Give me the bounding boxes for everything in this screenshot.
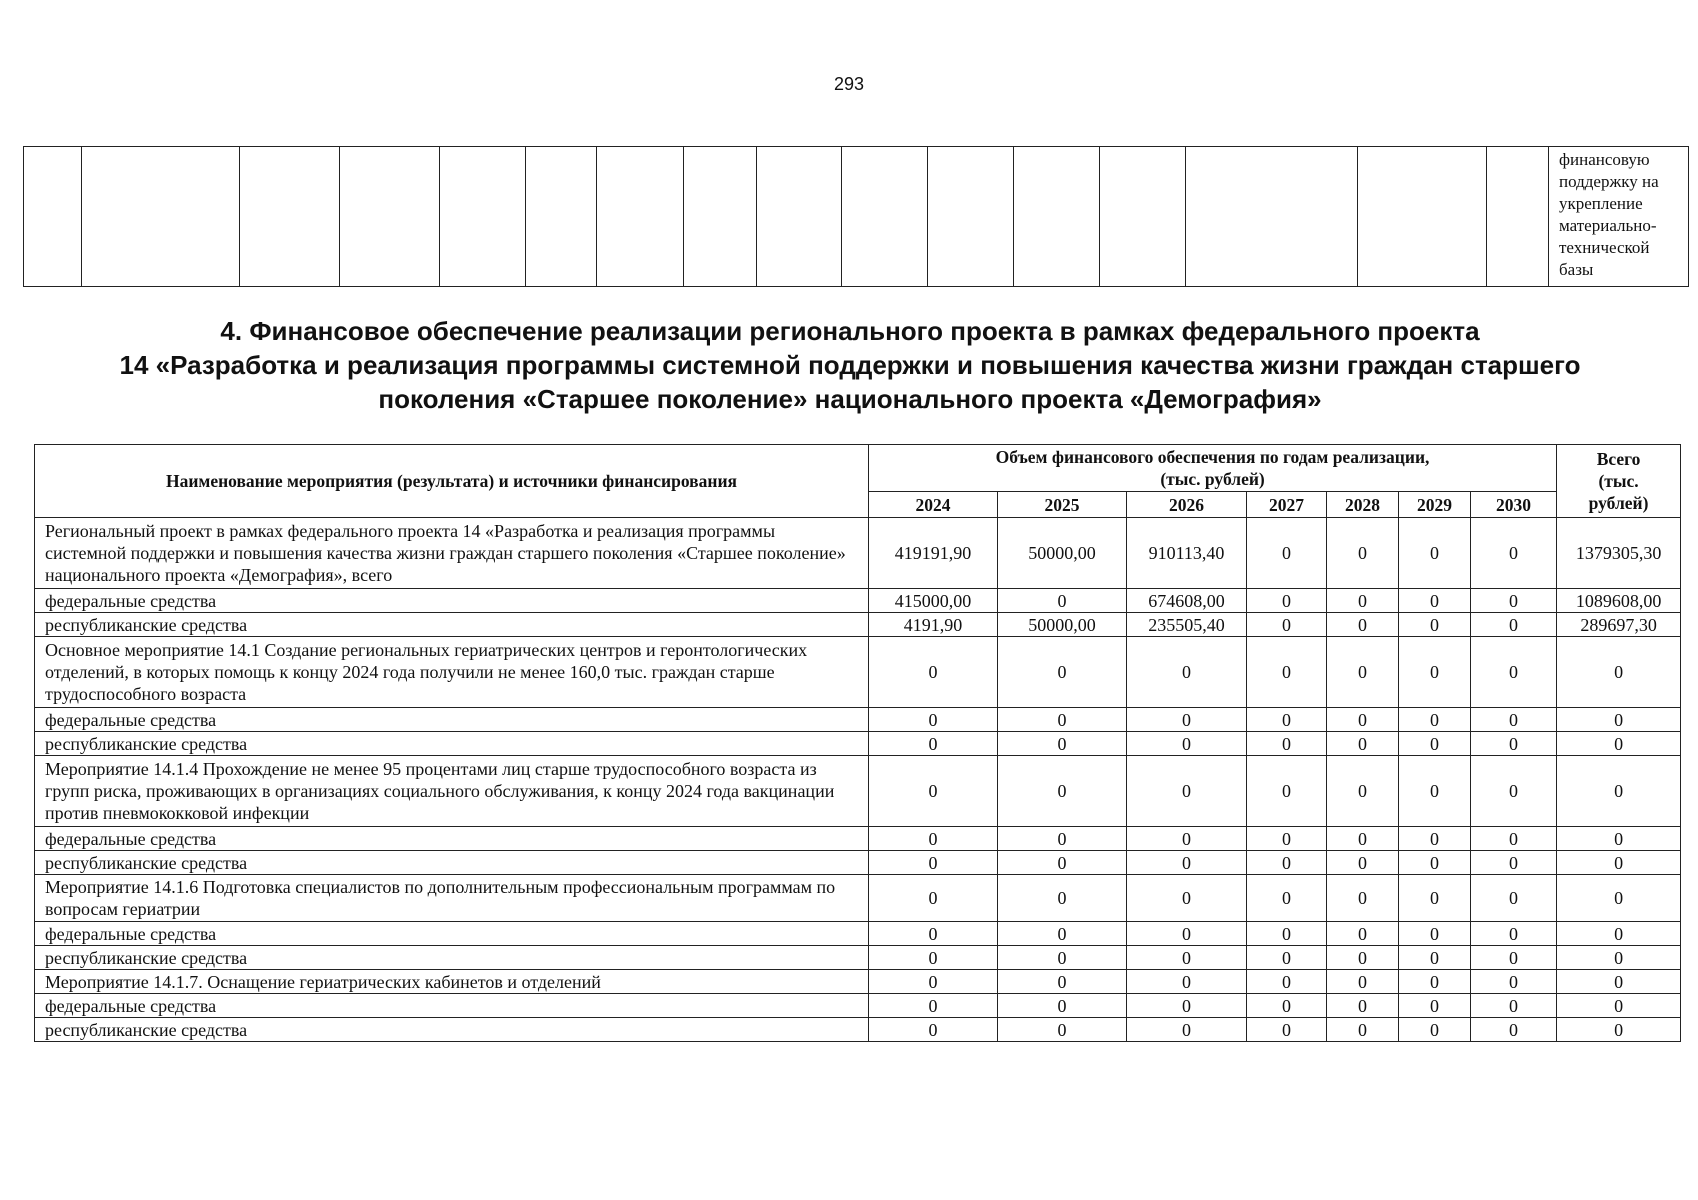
- value-cell: 0: [998, 637, 1127, 708]
- value-cell: 0: [1127, 756, 1247, 827]
- value-cell: 0: [998, 875, 1127, 922]
- value-cell: 0: [998, 1018, 1127, 1042]
- cell-line: технической: [1559, 238, 1650, 257]
- cell-line: укрепление: [1559, 194, 1643, 213]
- continuation-cell: [82, 147, 240, 287]
- continuation-cell: [440, 147, 526, 287]
- value-cell: 0: [1327, 732, 1399, 756]
- continuation-table: [23, 146, 1689, 287]
- continuation-cell: [1358, 147, 1487, 287]
- value-cell: 4191,90: [869, 613, 998, 637]
- value-cell: 0: [998, 732, 1127, 756]
- row-name: республиканские средства: [35, 1018, 869, 1042]
- continuation-cell: [24, 147, 82, 287]
- value-cell: 50000,00: [998, 518, 1127, 589]
- total-cell: 1089608,00: [1557, 589, 1681, 613]
- cell-line: поддержку на: [1559, 172, 1659, 191]
- value-cell: 0: [1471, 613, 1557, 637]
- year-header: 2029: [1399, 492, 1471, 518]
- table-row: [35, 589, 1681, 613]
- section-heading: [40, 314, 1660, 416]
- row-name: республиканские средства: [35, 946, 869, 970]
- value-cell: 0: [998, 708, 1127, 732]
- value-cell: 0: [1127, 970, 1247, 994]
- value-cell: 0: [1471, 970, 1557, 994]
- value-cell: 0: [869, 637, 998, 708]
- total-cell: 0: [1557, 732, 1681, 756]
- row-name: федеральные средства: [35, 589, 869, 613]
- value-cell: 0: [1127, 708, 1247, 732]
- table-row: [35, 637, 1681, 708]
- value-cell: 0: [998, 756, 1127, 827]
- value-cell: 0: [1127, 994, 1247, 1018]
- value-cell: 0: [1327, 518, 1399, 589]
- year-header: 2030: [1471, 492, 1557, 518]
- value-cell: 0: [1127, 922, 1247, 946]
- value-cell: 0: [1399, 613, 1471, 637]
- table-row: [35, 946, 1681, 970]
- value-cell: 0: [1327, 970, 1399, 994]
- table-row: [35, 922, 1681, 946]
- value-cell: 0: [1327, 708, 1399, 732]
- value-cell: 0: [1399, 875, 1471, 922]
- value-cell: 0: [1247, 875, 1327, 922]
- value-cell: 0: [1327, 851, 1399, 875]
- row-name: Мероприятие 14.1.4 Прохождение не менее 95 процентами лиц старше трудоспособного возраста из групп риска, проживающих в организациях социального обслуживания, к концу 2024 года вакцинации против пневмококковой инфекции: [35, 756, 869, 827]
- continuation-cell: [340, 147, 440, 287]
- value-cell: 0: [1399, 851, 1471, 875]
- continuation-cell: [1100, 147, 1186, 287]
- value-cell: 0: [1471, 708, 1557, 732]
- value-cell: 0: [1327, 613, 1399, 637]
- value-cell: 0: [1471, 827, 1557, 851]
- value-cell: 0: [998, 827, 1127, 851]
- value-cell: 0: [1247, 970, 1327, 994]
- table-row: [35, 827, 1681, 851]
- total-cell: 289697,30: [1557, 613, 1681, 637]
- value-cell: 0: [998, 970, 1127, 994]
- value-cell: 0: [1327, 756, 1399, 827]
- value-cell: 235505,40: [1127, 613, 1247, 637]
- total-cell: 0: [1557, 922, 1681, 946]
- heading-line: поколения «Старшее поколение» национального проекта «Демография»: [378, 384, 1322, 414]
- heading-line: 14 «Разработка и реализация программы системной поддержки и повышения качества жизни граждан старшего: [119, 350, 1581, 380]
- table-row: [35, 613, 1681, 637]
- total-cell: 0: [1557, 827, 1681, 851]
- value-cell: 0: [1471, 637, 1557, 708]
- continuation-cell: [1487, 147, 1549, 287]
- table-row: [35, 708, 1681, 732]
- value-cell: 0: [869, 732, 998, 756]
- value-cell: 0: [1247, 518, 1327, 589]
- value-cell: 0: [1471, 589, 1557, 613]
- year-header: 2028: [1327, 492, 1399, 518]
- continuation-row: [24, 147, 1689, 287]
- value-cell: 0: [1399, 922, 1471, 946]
- row-name: республиканские средства: [35, 613, 869, 637]
- value-cell: 0: [1327, 994, 1399, 1018]
- table-row: [35, 518, 1681, 589]
- cell-line: финансовую: [1559, 150, 1650, 169]
- continuation-cell: [757, 147, 842, 287]
- value-cell: 0: [1471, 875, 1557, 922]
- total-cell: 0: [1557, 946, 1681, 970]
- row-name: федеральные средства: [35, 994, 869, 1018]
- value-cell: 0: [1247, 589, 1327, 613]
- table-row: [35, 1018, 1681, 1042]
- year-header: 2026: [1127, 492, 1247, 518]
- header-line: (тыс.: [1598, 471, 1639, 491]
- row-name: Региональный проект в рамках федерального проекта 14 «Разработка и реализация программы системной поддержки и повышения качества жизни граждан старшего поколения «Старшее поколение» национального проекта «Демография», всего: [35, 518, 869, 589]
- value-cell: 0: [998, 994, 1127, 1018]
- value-cell: 0: [998, 851, 1127, 875]
- total-cell: 0: [1557, 970, 1681, 994]
- year-header: 2027: [1247, 492, 1327, 518]
- value-cell: 0: [869, 756, 998, 827]
- continuation-cell: [684, 147, 757, 287]
- row-name: Мероприятие 14.1.6 Подготовка специалистов по дополнительным профессиональным программам по вопросам гериатрии: [35, 875, 869, 922]
- value-cell: 0: [869, 994, 998, 1018]
- table-row: [35, 994, 1681, 1018]
- header-line: Всего: [1596, 449, 1641, 469]
- total-cell: 0: [1557, 708, 1681, 732]
- continuation-cell: [526, 147, 597, 287]
- value-cell: 0: [1471, 756, 1557, 827]
- value-cell: 0: [1127, 851, 1247, 875]
- value-cell: 0: [1247, 827, 1327, 851]
- value-cell: 0: [1247, 708, 1327, 732]
- header-line: (тыс. рублей): [1160, 469, 1265, 489]
- year-header: 2025: [998, 492, 1127, 518]
- value-cell: 0: [1471, 946, 1557, 970]
- continuation-last-cell: [1549, 147, 1689, 287]
- cell-line: базы: [1559, 260, 1594, 279]
- value-cell: 419191,90: [869, 518, 998, 589]
- value-cell: 0: [869, 922, 998, 946]
- value-cell: 0: [1247, 756, 1327, 827]
- value-cell: 0: [1327, 946, 1399, 970]
- row-name: республиканские средства: [35, 851, 869, 875]
- cell-line: материально-: [1559, 216, 1657, 235]
- total-cell: 0: [1557, 851, 1681, 875]
- total-cell: 0: [1557, 637, 1681, 708]
- value-cell: 0: [1399, 946, 1471, 970]
- continuation-cell: [1014, 147, 1100, 287]
- value-cell: 0: [1327, 827, 1399, 851]
- value-cell: 0: [1327, 922, 1399, 946]
- value-cell: 0: [1471, 851, 1557, 875]
- value-cell: 0: [998, 922, 1127, 946]
- value-cell: 0: [1127, 1018, 1247, 1042]
- value-cell: 0: [1127, 827, 1247, 851]
- value-cell: 0: [869, 970, 998, 994]
- value-cell: 0: [1471, 732, 1557, 756]
- value-cell: 0: [869, 1018, 998, 1042]
- value-cell: 0: [1399, 1018, 1471, 1042]
- value-cell: 910113,40: [1127, 518, 1247, 589]
- value-cell: 0: [1327, 1018, 1399, 1042]
- table-row: [35, 970, 1681, 994]
- value-cell: 0: [869, 851, 998, 875]
- value-cell: 0: [1327, 637, 1399, 708]
- value-cell: 0: [1399, 708, 1471, 732]
- value-cell: 0: [1399, 970, 1471, 994]
- value-cell: 674608,00: [1127, 589, 1247, 613]
- value-cell: 0: [1399, 827, 1471, 851]
- heading-line: 4. Финансовое обеспечение реализации регионального проекта в рамках федерального проекта: [220, 316, 1480, 346]
- row-name: федеральные средства: [35, 708, 869, 732]
- value-cell: 0: [1327, 589, 1399, 613]
- total-column-header: [1557, 445, 1681, 518]
- row-name: республиканские средства: [35, 732, 869, 756]
- value-cell: 0: [869, 827, 998, 851]
- row-name: Основное мероприятие 14.1 Создание региональных гериатрических центров и геронтологических отделений, в которых помощь к концу 2024 года получили не менее 160,0 тыс. граждан старше трудоспособного возраста: [35, 637, 869, 708]
- value-cell: 0: [869, 946, 998, 970]
- value-cell: 0: [869, 875, 998, 922]
- value-cell: 0: [1247, 1018, 1327, 1042]
- value-cell: 0: [1127, 946, 1247, 970]
- total-cell: 1379305,30: [1557, 518, 1681, 589]
- value-cell: 0: [1399, 732, 1471, 756]
- value-cell: 0: [998, 946, 1127, 970]
- header-line: Объем финансового обеспечения по годам реализации,: [995, 447, 1430, 467]
- table-row: [35, 851, 1681, 875]
- row-name: федеральные средства: [35, 922, 869, 946]
- value-cell: 0: [1247, 994, 1327, 1018]
- total-cell: 0: [1557, 994, 1681, 1018]
- value-cell: 0: [1399, 756, 1471, 827]
- value-cell: 0: [1471, 994, 1557, 1018]
- continuation-cell: [928, 147, 1014, 287]
- value-cell: 0: [869, 708, 998, 732]
- total-cell: 0: [1557, 756, 1681, 827]
- value-cell: 0: [1247, 922, 1327, 946]
- value-cell: 0: [1247, 637, 1327, 708]
- table-row: [35, 756, 1681, 827]
- value-cell: 0: [1399, 637, 1471, 708]
- value-cell: 0: [1471, 518, 1557, 589]
- value-cell: 0: [1399, 518, 1471, 589]
- continuation-cell: [597, 147, 684, 287]
- value-cell: 0: [1471, 1018, 1557, 1042]
- financing-table: [34, 444, 1681, 1042]
- table-row: [35, 875, 1681, 922]
- continuation-cell: [1186, 147, 1358, 287]
- value-cell: 50000,00: [998, 613, 1127, 637]
- year-header: 2024: [869, 492, 998, 518]
- volume-column-header: [869, 445, 1557, 492]
- value-cell: 0: [1247, 946, 1327, 970]
- value-cell: 0: [1127, 875, 1247, 922]
- value-cell: 0: [1247, 613, 1327, 637]
- value-cell: 0: [1127, 732, 1247, 756]
- continuation-cell: [842, 147, 928, 287]
- total-cell: 0: [1557, 1018, 1681, 1042]
- continuation-cell: [240, 147, 340, 287]
- value-cell: 0: [1399, 589, 1471, 613]
- page-number: 293: [833, 74, 865, 94]
- row-name: Мероприятие 14.1.7. Оснащение гериатрических кабинетов и отделений: [35, 970, 869, 994]
- value-cell: 0: [998, 589, 1127, 613]
- name-column-header: Наименование мероприятия (результата) и источники финансирования: [35, 445, 869, 518]
- value-cell: 0: [1327, 875, 1399, 922]
- value-cell: 0: [1399, 994, 1471, 1018]
- header-line: рублей): [1588, 493, 1649, 513]
- value-cell: 0: [1471, 922, 1557, 946]
- value-cell: 415000,00: [869, 589, 998, 613]
- value-cell: 0: [1247, 851, 1327, 875]
- value-cell: 0: [1127, 637, 1247, 708]
- total-cell: 0: [1557, 875, 1681, 922]
- header-row: [35, 445, 1681, 492]
- row-name: федеральные средства: [35, 827, 869, 851]
- table-row: [35, 732, 1681, 756]
- value-cell: 0: [1247, 732, 1327, 756]
